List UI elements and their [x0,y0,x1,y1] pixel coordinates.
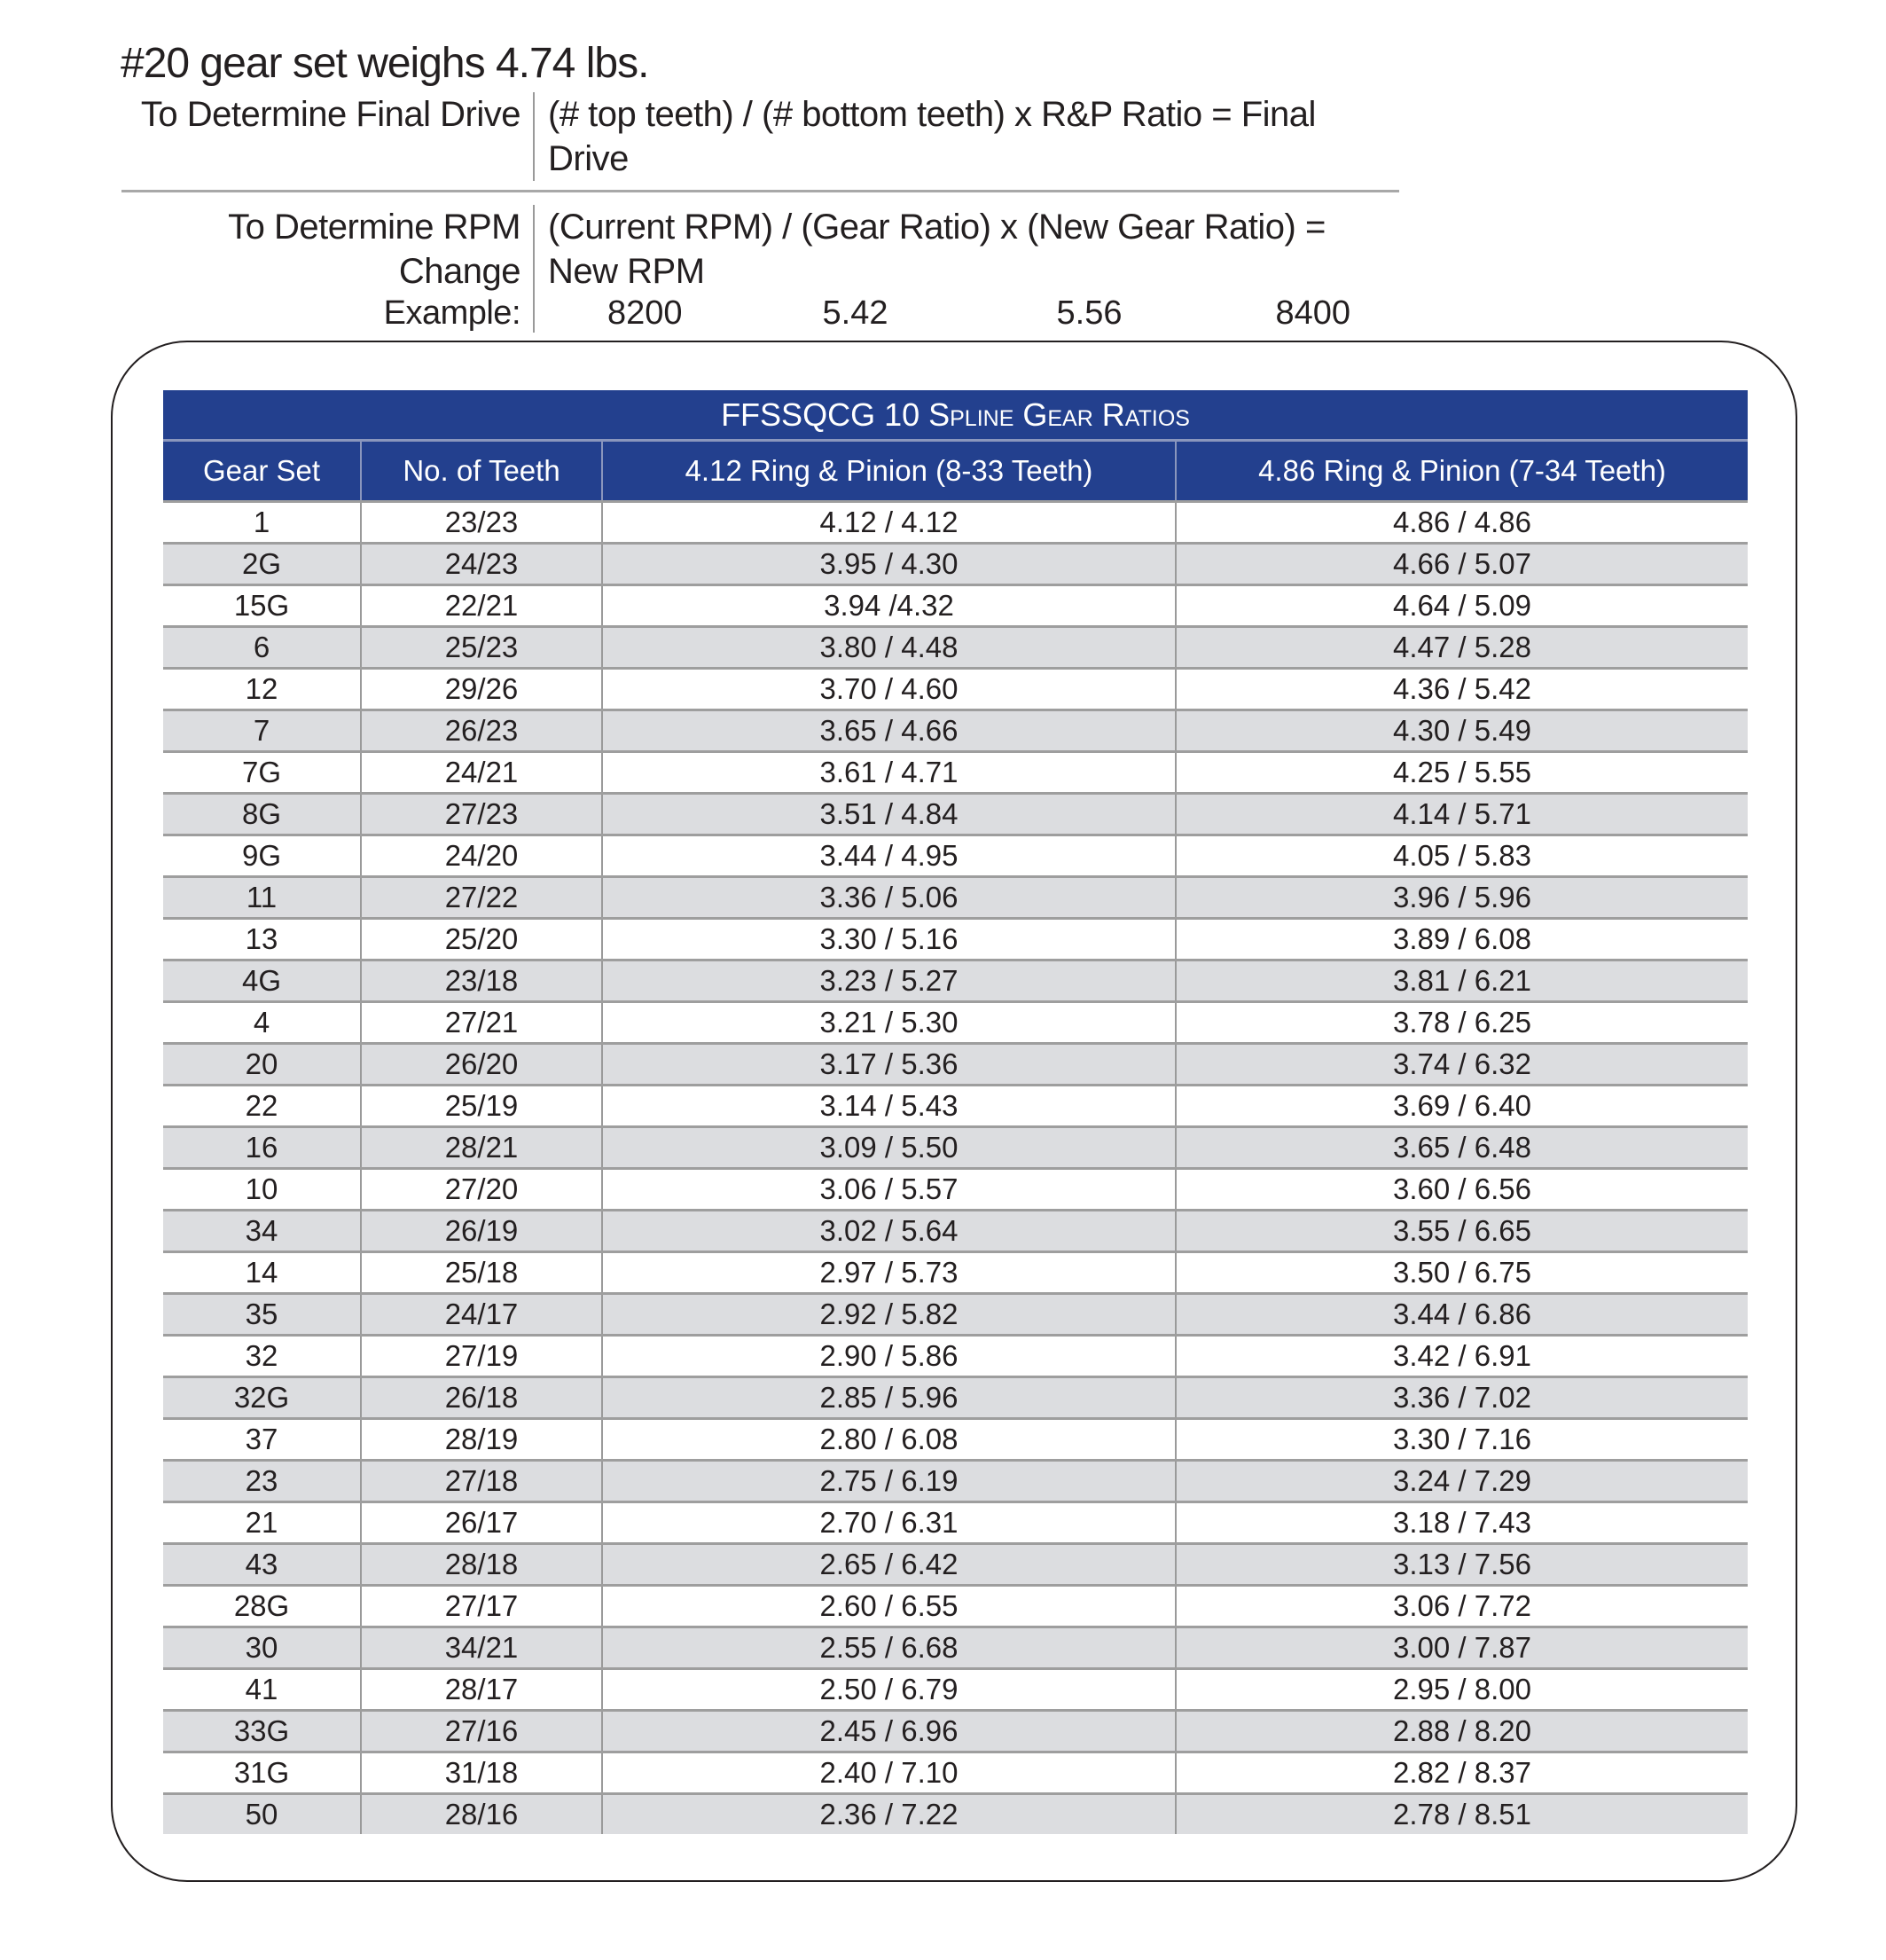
formula-table [121,92,1399,333]
teeth-cell: 29/26 [361,669,602,710]
table-row [163,502,1748,544]
example-value: 8400 [1275,294,1351,332]
table-row [163,1544,1748,1586]
teeth-cell: 27/17 [361,1586,602,1627]
table-row [163,1711,1748,1752]
ratio-486-cell: 3.78 / 6.25 [1176,1002,1748,1044]
gear-set-cell: 35 [163,1294,361,1336]
table-row [163,585,1748,627]
gear-set-cell: 23 [163,1461,361,1502]
gear-set-cell: 14 [163,1252,361,1294]
teeth-cell: 28/17 [361,1669,602,1711]
ratio-486-cell: 3.60 / 6.56 [1176,1169,1748,1211]
ratio-486-cell: 2.95 / 8.00 [1176,1669,1748,1711]
ratio-486-cell: 3.18 / 7.43 [1176,1502,1748,1544]
gear-set-cell: 7 [163,710,361,752]
ratio-412-cell: 2.75 / 6.19 [602,1461,1176,1502]
gear-set-cell: 11 [163,877,361,919]
teeth-cell: 27/23 [361,794,602,835]
ratio-486-cell: 3.96 / 5.96 [1176,877,1748,919]
ratio-486-cell: 3.74 / 6.32 [1176,1044,1748,1086]
table-row [163,669,1748,710]
example-values [535,294,1350,333]
ratio-412-cell: 3.06 / 5.57 [602,1169,1176,1211]
gear-set-cell: 20 [163,1044,361,1086]
example-value: 5.42 [822,294,888,332]
ratio-486-cell: 4.47 / 5.28 [1176,627,1748,669]
formula-text: (Current RPM) / (Gear Ratio) x (New Gear Ratio) = New RPM [548,208,1326,291]
ratio-412-cell: 4.12 / 4.12 [602,502,1176,544]
ratio-412-cell: 3.36 / 5.06 [602,877,1176,919]
gear-set-cell: 10 [163,1169,361,1211]
table-row [163,1627,1748,1669]
table-row [163,877,1748,919]
teeth-cell: 26/18 [361,1377,602,1419]
teeth-cell: 26/17 [361,1502,602,1544]
gear-set-cell: 41 [163,1669,361,1711]
ratio-412-cell: 2.60 / 6.55 [602,1586,1176,1627]
teeth-cell: 27/20 [361,1169,602,1211]
table-row [163,710,1748,752]
ratio-412-cell: 3.30 / 5.16 [602,919,1176,960]
gear-set-cell: 12 [163,669,361,710]
teeth-cell: 22/21 [361,585,602,627]
teeth-cell: 23/23 [361,502,602,544]
table-row [163,919,1748,960]
ratio-412-cell: 3.21 / 5.30 [602,1002,1176,1044]
teeth-cell: 27/19 [361,1336,602,1377]
ratio-412-cell: 3.09 / 5.50 [602,1127,1176,1169]
gear-set-cell: 32 [163,1336,361,1377]
ratio-412-cell: 2.65 / 6.42 [602,1544,1176,1586]
gear-set-cell: 16 [163,1127,361,1169]
ratio-486-cell: 2.78 / 8.51 [1176,1794,1748,1835]
ratio-412-cell: 2.90 / 5.86 [602,1336,1176,1377]
teeth-cell: 26/20 [361,1044,602,1086]
gear-set-cell: 1 [163,502,361,544]
ratio-486-cell: 3.65 / 6.48 [1176,1127,1748,1169]
ratio-412-cell: 3.94 /4.32 [602,585,1176,627]
column-header-412: 4.12 Ring & Pinion (8-33 Teeth) [602,441,1176,502]
teeth-cell: 26/19 [361,1211,602,1252]
gear-set-cell: 9G [163,835,361,877]
ratio-412-cell: 2.85 / 5.96 [602,1377,1176,1419]
table-row [163,1169,1748,1211]
ratio-486-cell: 2.88 / 8.20 [1176,1711,1748,1752]
final-drive-formula [121,92,1399,192]
ratio-412-cell: 3.23 / 5.27 [602,960,1176,1002]
table-row [163,960,1748,1002]
ratio-486-cell: 3.13 / 7.56 [1176,1544,1748,1586]
ratio-412-cell: 3.17 / 5.36 [602,1044,1176,1086]
ratio-486-cell: 4.30 / 5.49 [1176,710,1748,752]
ratio-412-cell: 3.70 / 4.60 [602,669,1176,710]
table-row [163,794,1748,835]
ratio-412-cell: 2.55 / 6.68 [602,1627,1176,1669]
gear-set-cell: 15G [163,585,361,627]
ratio-412-cell: 2.40 / 7.10 [602,1752,1176,1794]
ratio-486-cell: 3.55 / 6.65 [1176,1211,1748,1252]
teeth-cell: 27/16 [361,1711,602,1752]
ratio-412-cell: 3.14 / 5.43 [602,1086,1176,1127]
ratio-486-cell: 4.14 / 5.71 [1176,794,1748,835]
table-row [163,1377,1748,1419]
teeth-cell: 28/19 [361,1419,602,1461]
gear-set-cell: 13 [163,919,361,960]
ratio-412-cell: 2.45 / 6.96 [602,1711,1176,1752]
gear-set-cell: 33G [163,1711,361,1752]
table-row [163,1419,1748,1461]
gear-set-cell: 4 [163,1002,361,1044]
teeth-cell: 24/20 [361,835,602,877]
formula-label: To Determine Final Drive [121,92,535,181]
teeth-cell: 23/18 [361,960,602,1002]
teeth-cell: 24/17 [361,1294,602,1336]
table-row [163,1252,1748,1294]
gear-set-cell: 8G [163,794,361,835]
teeth-cell: 26/23 [361,710,602,752]
table-row [163,1044,1748,1086]
ratio-412-cell: 3.51 / 4.84 [602,794,1176,835]
teeth-cell: 31/18 [361,1752,602,1794]
page-title: #20 gear set weighs 4.74 lbs. [121,40,649,87]
ratio-486-cell: 4.05 / 5.83 [1176,835,1748,877]
table-row [163,1211,1748,1252]
table-row [163,1336,1748,1377]
ratio-486-cell: 3.42 / 6.91 [1176,1336,1748,1377]
ratio-486-cell: 3.81 / 6.21 [1176,960,1748,1002]
ratio-486-cell: 3.89 / 6.08 [1176,919,1748,960]
gear-set-cell: 50 [163,1794,361,1835]
teeth-cell: 27/22 [361,877,602,919]
table-row [163,1127,1748,1169]
gear-set-cell: 31G [163,1752,361,1794]
gear-set-cell: 34 [163,1211,361,1252]
teeth-cell: 25/23 [361,627,602,669]
formula-text: (# top teeth) / (# bottom teeth) x R&P Ratio = Final Drive [548,95,1316,178]
gear-set-cell: 6 [163,627,361,669]
ratio-412-cell: 2.97 / 5.73 [602,1252,1176,1294]
ratio-486-cell: 3.00 / 7.87 [1176,1627,1748,1669]
teeth-cell: 24/21 [361,752,602,794]
ratio-486-cell: 4.86 / 4.86 [1176,502,1748,544]
ratio-412-cell: 2.36 / 7.22 [602,1794,1176,1835]
gear-set-cell: 32G [163,1377,361,1419]
ratio-412-cell: 2.50 / 6.79 [602,1669,1176,1711]
ratio-486-cell: 3.50 / 6.75 [1176,1252,1748,1294]
ratio-486-cell: 3.69 / 6.40 [1176,1086,1748,1127]
rpm-change-formula [121,192,1399,294]
gear-set-cell: 4G [163,960,361,1002]
gear-set-cell: 37 [163,1419,361,1461]
ratio-412-cell: 2.70 / 6.31 [602,1502,1176,1544]
teeth-cell: 27/18 [361,1461,602,1502]
teeth-cell: 28/21 [361,1127,602,1169]
table-row [163,1502,1748,1544]
teeth-cell: 24/23 [361,544,602,585]
ratio-412-cell: 3.44 / 4.95 [602,835,1176,877]
teeth-cell: 25/20 [361,919,602,960]
example-label: Example: [121,294,535,333]
column-header-gear-set: Gear Set [163,441,361,502]
table-row [163,1086,1748,1127]
ratio-412-cell: 3.95 / 4.30 [602,544,1176,585]
teeth-cell: 27/21 [361,1002,602,1044]
table-body [163,502,1748,1835]
table-row [163,835,1748,877]
ratio-412-cell: 2.92 / 5.82 [602,1294,1176,1336]
table-row [163,1794,1748,1835]
ratio-486-cell: 3.36 / 7.02 [1176,1377,1748,1419]
gear-ratio-table [163,390,1748,1834]
ratio-486-cell: 3.24 / 7.29 [1176,1461,1748,1502]
teeth-cell: 28/16 [361,1794,602,1835]
table-row [163,1669,1748,1711]
ratio-412-cell: 3.02 / 5.64 [602,1211,1176,1252]
teeth-cell: 28/18 [361,1544,602,1586]
table-row [163,1002,1748,1044]
ratio-486-cell: 4.36 / 5.42 [1176,669,1748,710]
ratio-412-cell: 3.65 / 4.66 [602,710,1176,752]
example-row [121,294,1399,333]
column-header-486: 4.86 Ring & Pinion (7-34 Teeth) [1176,441,1748,502]
example-value: 8200 [607,294,683,332]
ratio-412-cell: 2.80 / 6.08 [602,1419,1176,1461]
table-row [163,1752,1748,1794]
table-row [163,1461,1748,1502]
gear-set-cell: 21 [163,1502,361,1544]
table-row [163,1294,1748,1336]
ratio-486-cell: 3.06 / 7.72 [1176,1586,1748,1627]
ratio-412-cell: 3.61 / 4.71 [602,752,1176,794]
table-row [163,1586,1748,1627]
ratio-412-cell: 3.80 / 4.48 [602,627,1176,669]
example-value: 5.56 [1056,294,1123,332]
ratio-486-cell: 3.30 / 7.16 [1176,1419,1748,1461]
teeth-cell: 34/21 [361,1627,602,1669]
gear-set-cell: 22 [163,1086,361,1127]
ratio-486-cell: 4.64 / 5.09 [1176,585,1748,627]
formula-label: To Determine RPM Change [121,205,535,294]
table-row [163,752,1748,794]
gear-set-cell: 30 [163,1627,361,1669]
ratio-486-cell: 3.44 / 6.86 [1176,1294,1748,1336]
gear-set-cell: 2G [163,544,361,585]
column-header-teeth: No. of Teeth [361,441,602,502]
ratio-486-cell: 2.82 / 8.37 [1176,1752,1748,1794]
table-row [163,627,1748,669]
gear-set-cell: 43 [163,1544,361,1586]
ratio-486-cell: 4.25 / 5.55 [1176,752,1748,794]
table-row [163,544,1748,585]
ratio-486-cell: 4.66 / 5.07 [1176,544,1748,585]
table-title: FFSSQCG 10 Spline Gear Ratios [163,390,1748,441]
gear-set-cell: 28G [163,1586,361,1627]
teeth-cell: 25/19 [361,1086,602,1127]
teeth-cell: 25/18 [361,1252,602,1294]
gear-set-cell: 7G [163,752,361,794]
